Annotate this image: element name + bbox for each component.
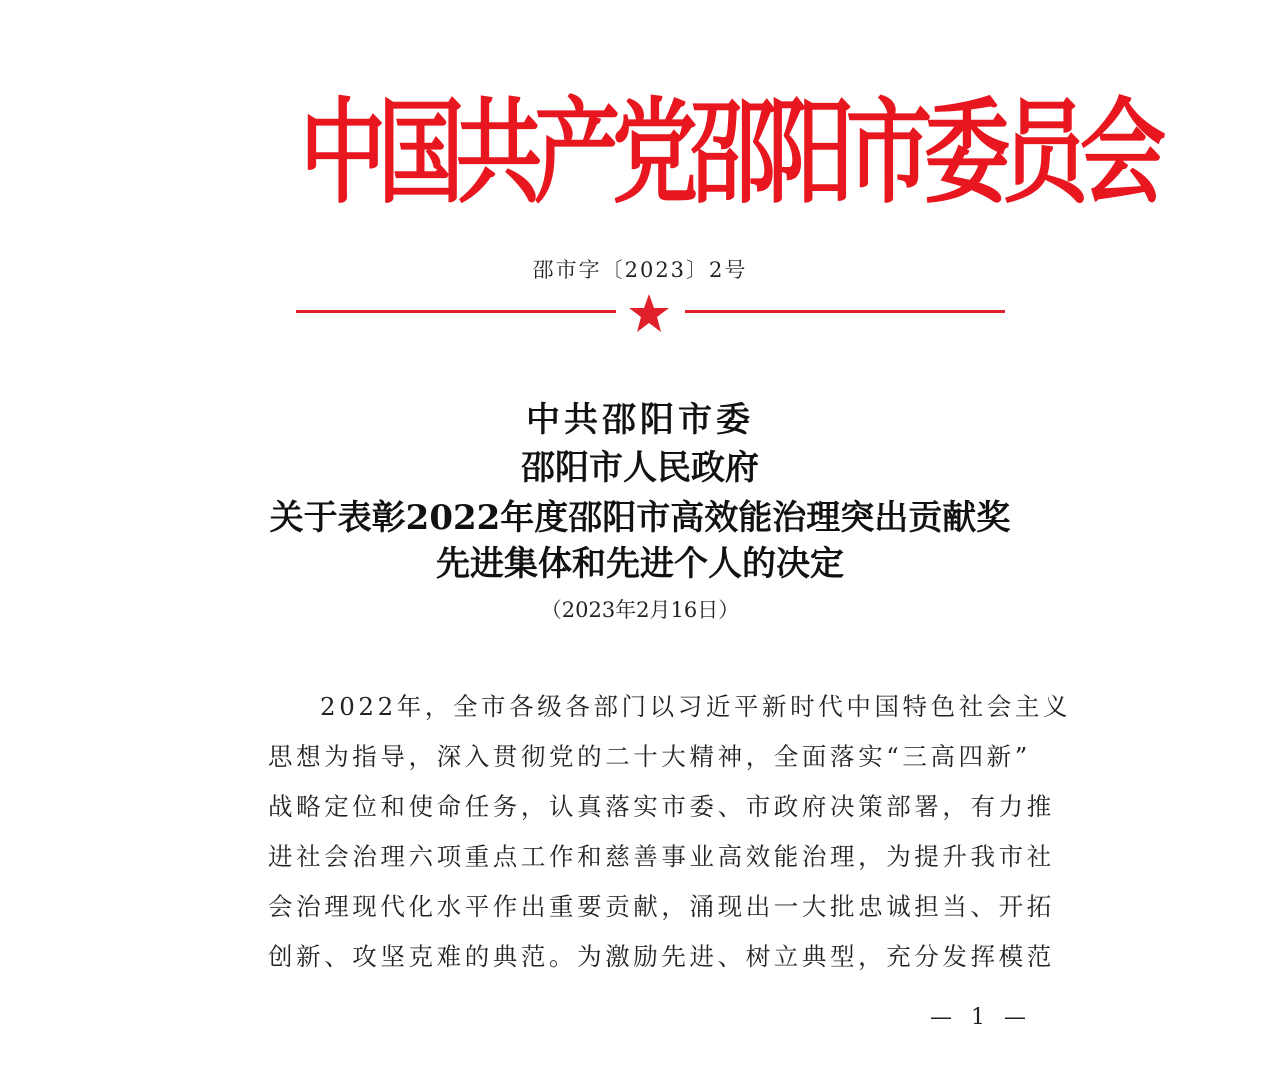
red-rule-left bbox=[296, 310, 616, 313]
star-icon bbox=[628, 293, 670, 333]
document-date: （2023年2月16日） bbox=[540, 598, 740, 622]
masthead-title: 中国共产党邵阳市委员会 bbox=[300, 87, 1158, 220]
title-subject-2: 先进集体和先进个人的决定 bbox=[436, 544, 844, 584]
title-subject-1: 关于表彰2022年度邵阳市高效能治理突出贡献奖 bbox=[269, 498, 1011, 538]
body-line: 创新、攻坚克难的典范。为激励先进、树立典型，充分发挥模范 bbox=[268, 942, 1055, 971]
title-issuer-1: 中共邵阳市委 bbox=[526, 400, 754, 440]
body-line: 会治理现代化水平作出重要贡献，涌现出一大批忠诚担当、开拓 bbox=[268, 892, 1055, 921]
body-paragraph bbox=[268, 682, 1072, 982]
page-number: — 1 — bbox=[930, 1005, 1032, 1030]
red-rule-right bbox=[685, 310, 1005, 313]
body-line: 进社会治理六项重点工作和慈善事业高效能治理，为提升我市社 bbox=[268, 842, 1055, 871]
body-line: 战略定位和使命任务，认真落实市委、市政府决策部署，有力推 bbox=[268, 792, 1055, 821]
body-line: 2022年，全市各级各部门以习近平新时代中国特色社会主义 bbox=[320, 692, 1072, 721]
body-line: 思想为指导，深入贯彻党的二十大精神，全面落实“三高四新” bbox=[268, 742, 1031, 771]
document-number: 邵市字〔2023〕2号 bbox=[532, 258, 748, 282]
title-issuer-2: 邵阳市人民政府 bbox=[521, 448, 759, 488]
